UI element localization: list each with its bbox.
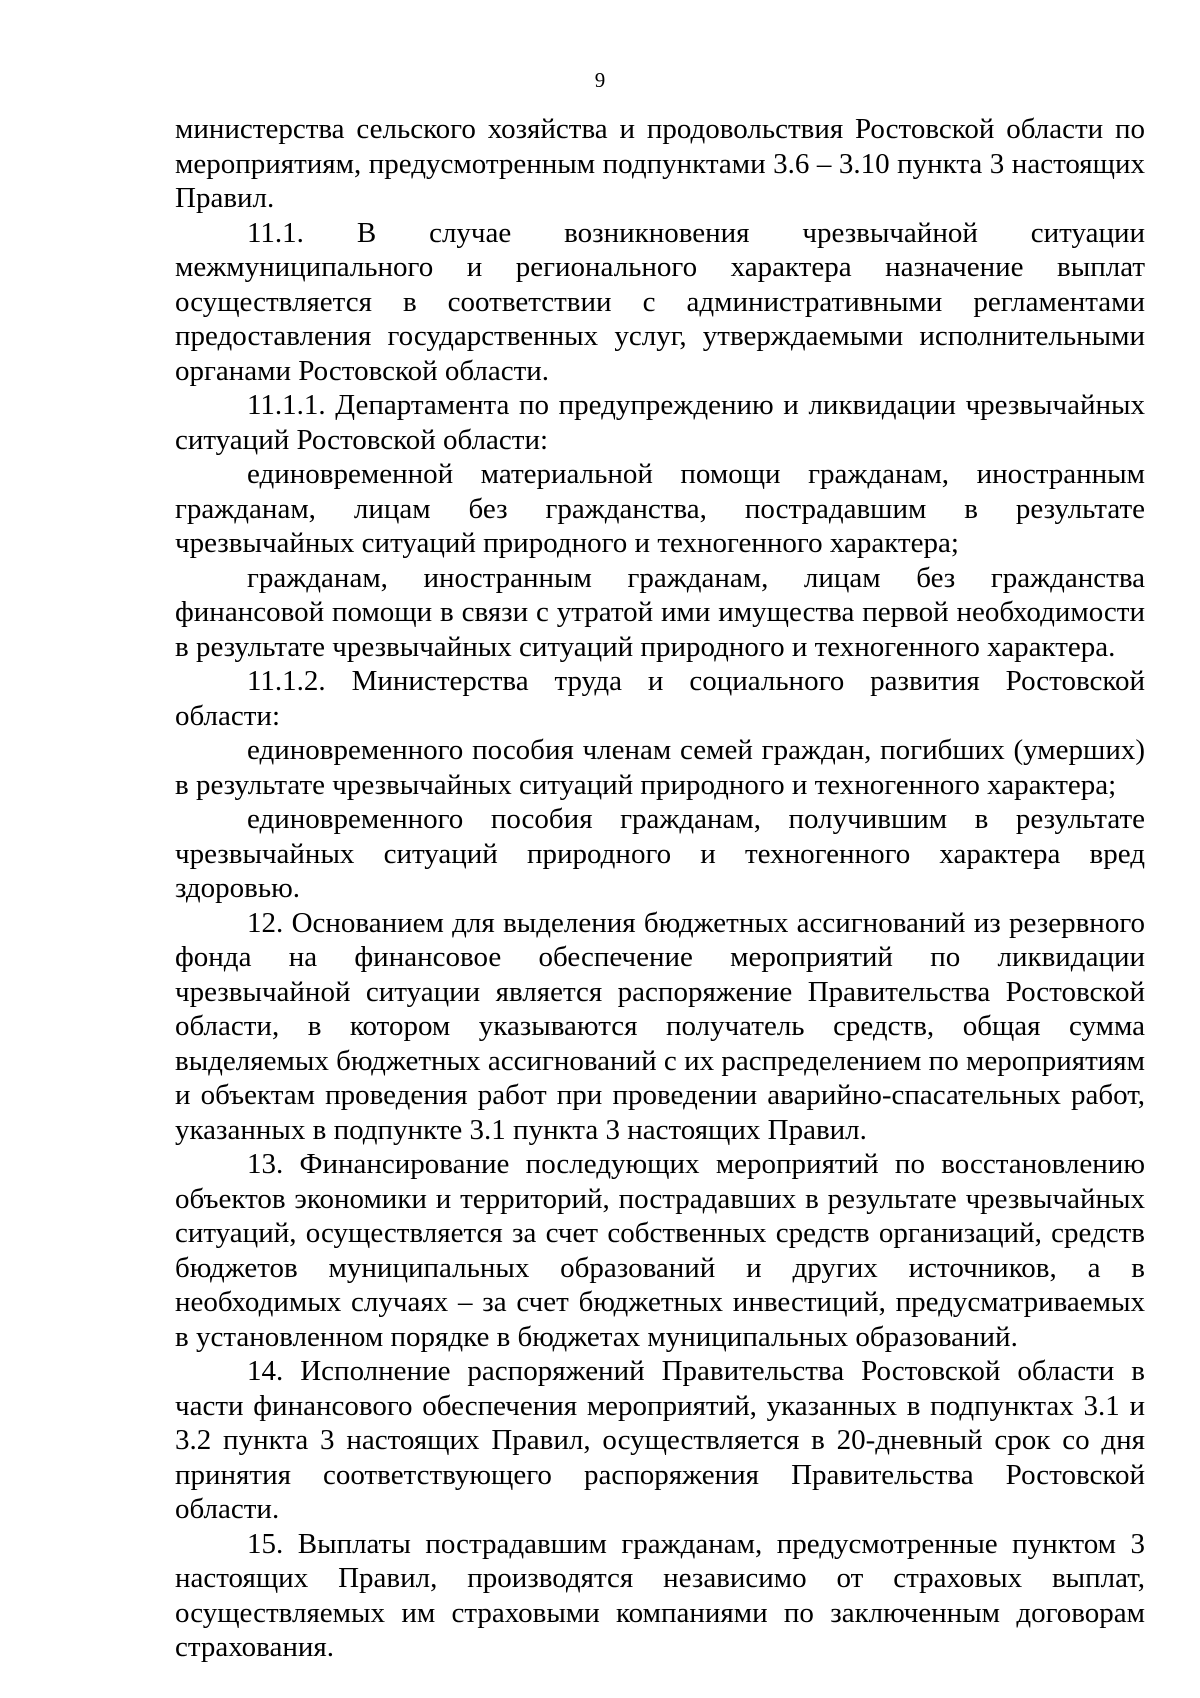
paragraph-12: 12. Основанием для выделения бюджетных ассигнований из резервного фонда на финансовое обеспечение мероприятий по ликвидации чрезвычайной ситуации является распоряжение Правительства Ростовской области, в котором указываются получатель средств, общая сумма выделяемых бюджетных ассигнований с их распределением по мероприятиям и объектам проведения работ при проведении аварийно-спасательных работ, указанных в подпункте 3.1 пункта 3 настоящих Правил. xyxy=(175,906,1145,1146)
paragraph-13: 13. Финансирование последующих мероприятий по восстановлению объектов экономики и территорий, пострадавших в результате чрезвычайных ситуаций, осуществляется за счет собственных средств организаций, средств бюджетов муниципальных образований и других источников, а в необходимых случаях – за счет бюджетных инвестиций, предусматриваемых в установленном порядке в бюджетах муниципальных образований. xyxy=(175,1148,1145,1353)
paragraph-14: 14. Исполнение распоряжений Правительства Ростовской области в части финансового обеспечения мероприятий, указанных в подпунктах 3.1 и 3.2 пункта 3 настоящих Правил, осуществляется в 20-дневный срок со дня принятия соответствующего распоряжения Правительства Ростовской области. xyxy=(175,1355,1145,1525)
page-number: 9 xyxy=(594,68,606,92)
document-body xyxy=(175,112,1145,1665)
paragraph-11-1-2: 11.1.2. Министерства труда и социального развития Ростовской области: xyxy=(175,665,1145,732)
paragraph-15: 15. Выплаты пострадавшим гражданам, предусмотренные пунктом 3 настоящих Правил, производятся независимо от страховых выплат, осуществляемых им страховыми компаниями по заключенным договорам страхования. xyxy=(175,1527,1145,1663)
paragraph-material-aid: единовременной материальной помощи гражданам, иностранным гражданам, лицам без гражданства, пострадавшим в результате чрезвычайных ситуаций природного и техногенного характера; xyxy=(175,458,1145,559)
paragraph-11-1: 11.1. В случае возникновения чрезвычайной ситуации межмуниципального и регионального характера назначение выплат осуществляется в соответствии с административными регламентами предоставления государственных услуг, утверждаемыми исполнительными органами Ростовской области. xyxy=(175,216,1145,387)
paragraph-family-benefit: единовременного пособия членам семей граждан, погибших (умерших) в результате чрезвычайных ситуаций природного и техногенного характера; xyxy=(175,734,1145,801)
paragraph-financial-aid: гражданам, иностранным гражданам, лицам без гражданства финансовой помощи в связи с утратой ими имущества первой необходимости в результате чрезвычайных ситуаций природного и техногенного характера. xyxy=(175,561,1145,663)
paragraph-11-1-1: 11.1.1. Департамента по предупреждению и ликвидации чрезвычайных ситуаций Ростовской области: xyxy=(175,389,1145,456)
paragraph-health-benefit: единовременного пособия гражданам, получившим в результате чрезвычайных ситуаций природного и техногенного характера вред здоровью. xyxy=(175,803,1145,904)
paragraph-continuation: министерства сельского хозяйства и продовольствия Ростовской области по мероприятиям, предусмотренным подпунктами 3.6 – 3.10 пункта 3 настоящих Правил. xyxy=(175,113,1145,214)
